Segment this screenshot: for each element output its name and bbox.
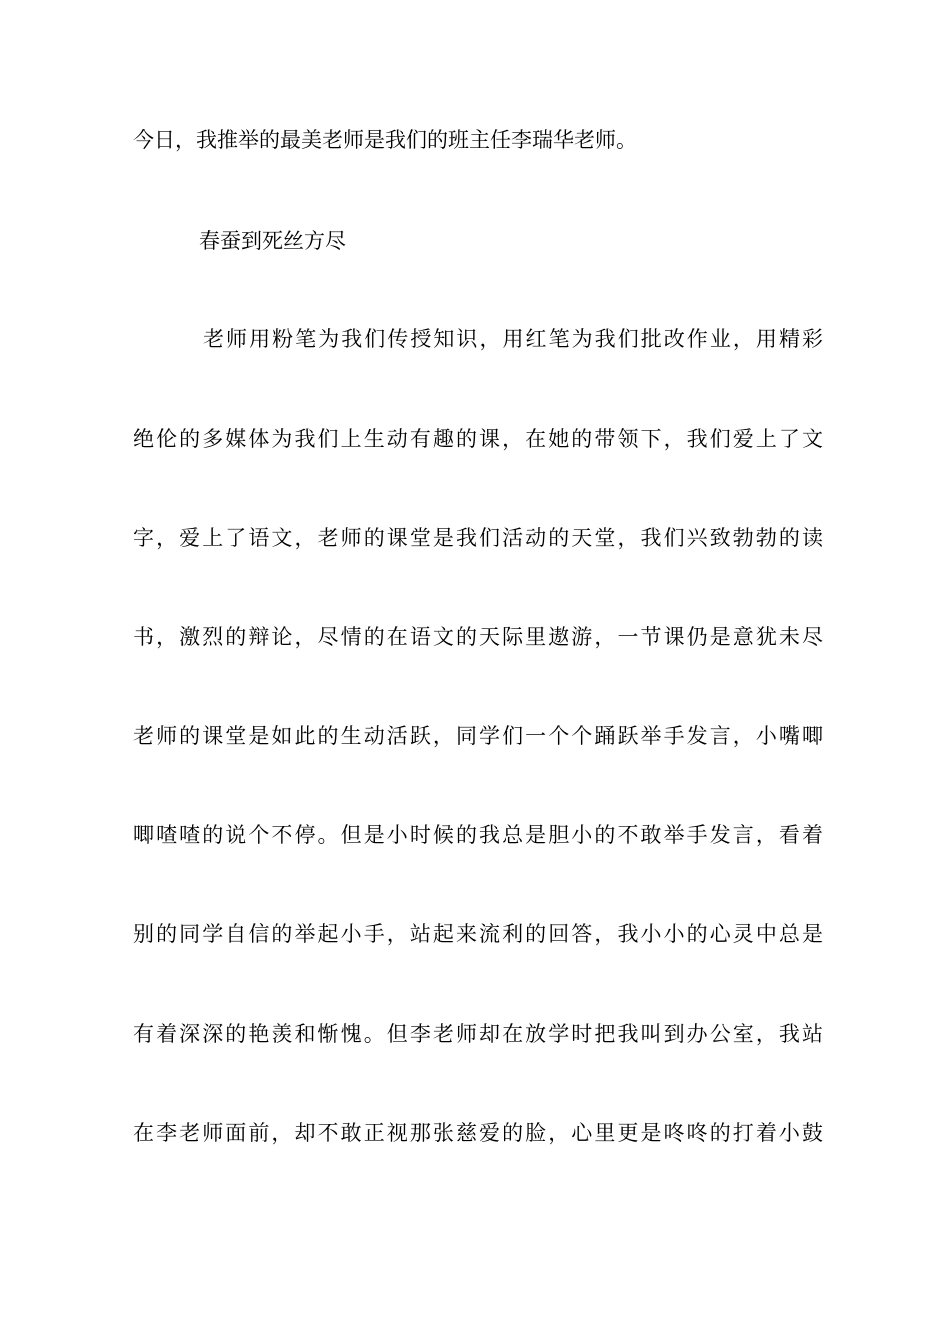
paragraph-line: 老师用粉笔为我们传授知识，用红笔为我们批改作业，用精彩 [203, 327, 823, 351]
section-heading: 春蚕到死丝方尽 [199, 229, 346, 253]
paragraph-line: 别的同学自信的举起小手，站起来流利的回答，我小小的心灵中总是 [133, 922, 823, 946]
paragraph-line: 在李老师面前，却不敢正视那张慈爱的脸，心里更是咚咚的打着小鼓 [133, 1121, 823, 1145]
intro-line: 今日，我推举的最美老师是我们的班主任李瑞华老师。 [133, 128, 637, 152]
paragraph-line: 字，爱上了语文，老师的课堂是我们活动的天堂，我们兴致勃勃的读 [133, 526, 823, 550]
paragraph-line: 老师的课堂是如此的生动活跃，同学们一个个踊跃举手发言，小嘴唧 [133, 724, 823, 748]
paragraph-line: 有着深深的艳羡和惭愧。但李老师却在放学时把我叫到办公室，我站 [133, 1022, 823, 1046]
paragraph-line: 书，激烈的辩论，尽情的在语文的天际里遨游，一节课仍是意犹未尽 [133, 625, 823, 649]
paragraph-line: 绝伦的多媒体为我们上生动有趣的课，在她的带领下，我们爱上了文 [133, 427, 823, 451]
paragraph-line: 唧喳喳的说个不停。但是小时候的我总是胆小的不敢举手发言，看着 [133, 823, 823, 847]
